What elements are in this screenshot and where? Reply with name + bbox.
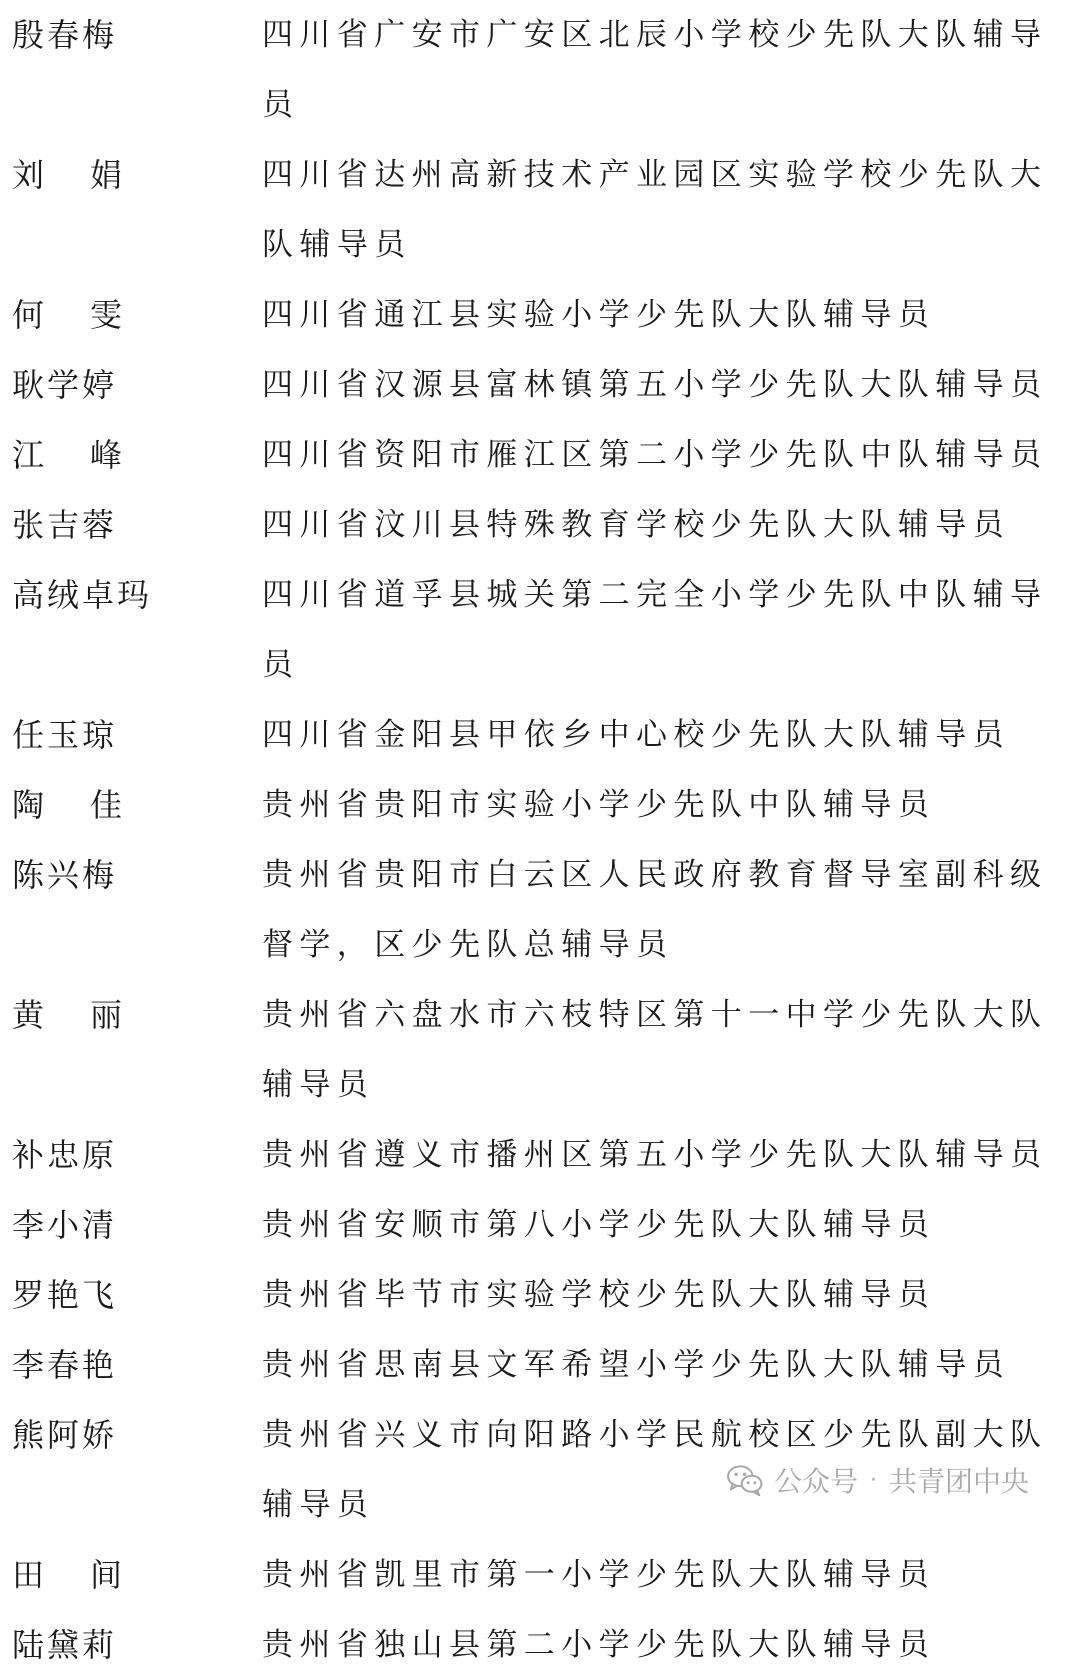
person-position: 贵州省思南县文军希望小学少先队大队辅导员 [262, 1347, 1010, 1383]
watermark [726, 1458, 1029, 1502]
person-position: 贵州省毕节市实验学校少先队大队辅导员 [262, 1277, 936, 1313]
person-name: 张吉蓉 [12, 506, 118, 544]
person-name: 陶 佳 [12, 786, 125, 824]
person-name: 殷春梅 [12, 16, 118, 54]
watermark-account: 共青团中央 [889, 1465, 1030, 1498]
list-item [0, 1120, 1080, 1190]
list-item [0, 1190, 1080, 1260]
list-item [0, 560, 1080, 700]
person-name: 陈兴梅 [12, 856, 118, 894]
person-position: 四川省汶川县特殊教育学校少先队大队辅导员 [262, 507, 1010, 543]
person-name: 黄 丽 [12, 996, 125, 1034]
person-name: 高绒卓玛 [12, 576, 153, 614]
wechat-icon [726, 1464, 764, 1496]
person-name: 江 峰 [12, 436, 125, 474]
person-name: 耿学婷 [12, 366, 118, 404]
list-item [0, 350, 1080, 420]
person-name: 陆黛莉 [12, 1626, 118, 1664]
list-item [0, 280, 1080, 350]
person-position: 四川省金阳县甲依乡中心校少先队大队辅导员 [262, 717, 1010, 753]
list-item [0, 700, 1080, 770]
person-position: 贵州省凯里市第一小学少先队大队辅导员 [262, 1557, 936, 1593]
person-position: 贵州省贵阳市白云区人民政府教育督导室副科级督学，区少先队总辅导员 [262, 857, 1048, 963]
person-position: 四川省资阳市雁江区第二小学少先队中队辅导员 [262, 437, 1048, 473]
person-name: 罗艳飞 [12, 1276, 118, 1314]
watermark-separator: · [870, 1467, 878, 1493]
watermark-label: 公众号 [774, 1465, 859, 1498]
person-name: 补忠原 [12, 1136, 118, 1174]
person-position: 贵州省兴义市向阳路小学民航校区少先队副大队辅导员 [262, 1417, 1048, 1523]
person-position: 四川省达州高新技术产业园区实验学校少先队大队辅导员 [262, 157, 1048, 263]
list-item [0, 770, 1080, 840]
list-item [0, 1330, 1080, 1400]
person-position: 贵州省六盘水市六枝特区第十一中学少先队大队辅导员 [262, 997, 1048, 1103]
list-item [0, 1610, 1080, 1680]
person-name: 李小清 [12, 1206, 118, 1244]
list-item [0, 0, 1080, 140]
list-item [0, 980, 1080, 1120]
person-name: 任玉琼 [12, 716, 118, 754]
person-name: 李春艳 [12, 1346, 118, 1384]
person-name: 熊阿娇 [12, 1416, 118, 1454]
person-position: 四川省通江县实验小学少先队大队辅导员 [262, 297, 936, 333]
list-item [0, 1540, 1080, 1610]
list-item [0, 490, 1080, 560]
person-position: 四川省道孚县城关第二完全小学少先队中队辅导员 [262, 577, 1048, 683]
list-item [0, 420, 1080, 490]
person-position: 贵州省独山县第二小学少先队大队辅导员 [262, 1627, 936, 1663]
person-name: 刘 娟 [12, 156, 125, 194]
person-position: 贵州省安顺市第八小学少先队大队辅导员 [262, 1207, 936, 1243]
person-position: 四川省广安市广安区北辰小学校少先队大队辅导员 [262, 17, 1048, 123]
person-position: 贵州省贵阳市实验小学少先队中队辅导员 [262, 787, 936, 823]
list-item [0, 140, 1080, 280]
person-position: 贵州省遵义市播州区第五小学少先队大队辅导员 [262, 1137, 1048, 1173]
person-position: 四川省汉源县富林镇第五小学少先队大队辅导员 [262, 367, 1048, 403]
person-name: 田 间 [12, 1556, 125, 1594]
list-item [0, 840, 1080, 980]
list-item [0, 1260, 1080, 1330]
person-name: 何 雯 [12, 296, 125, 334]
